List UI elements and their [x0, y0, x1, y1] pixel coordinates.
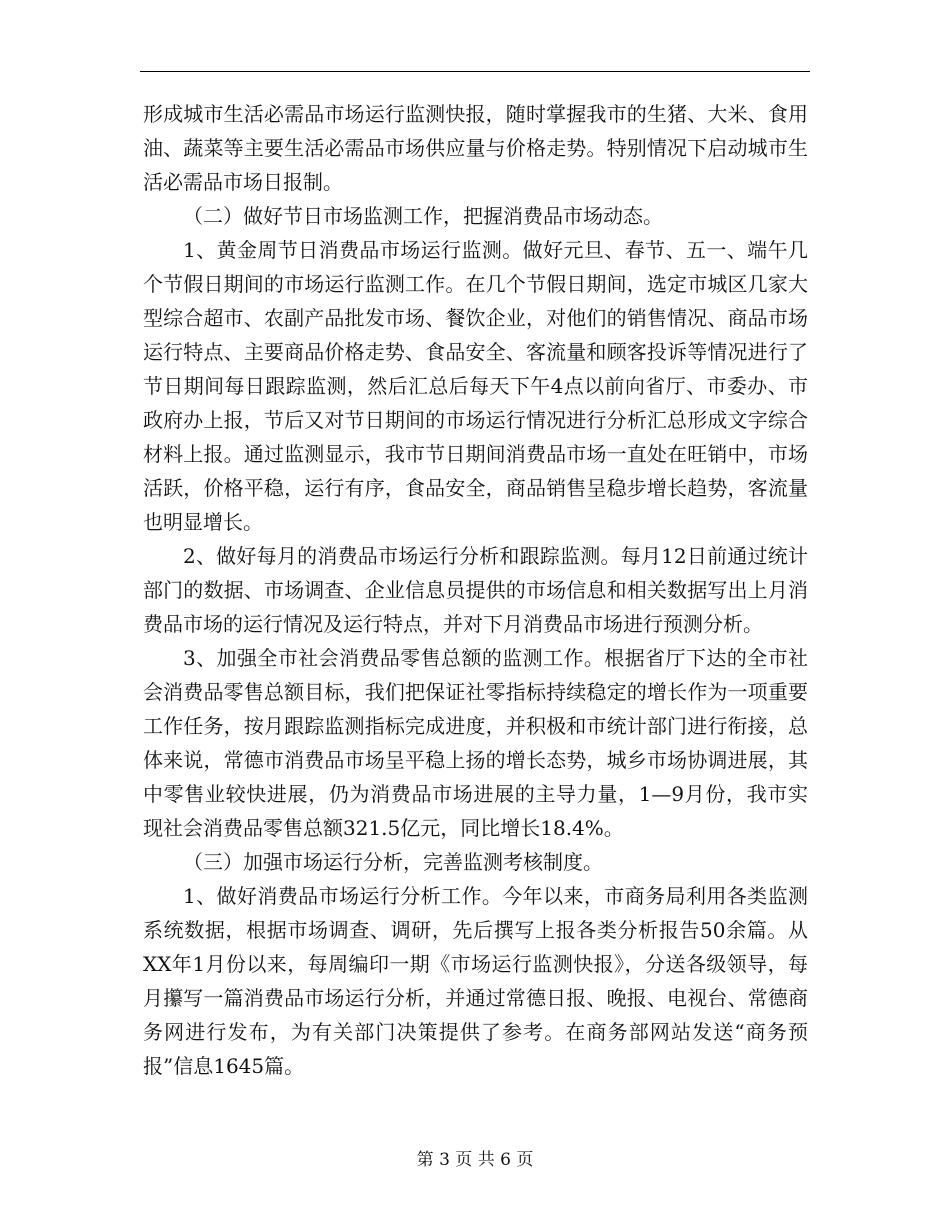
paragraph: 3、加强全市社会消费品零售总额的监测工作。根据省厅下达的全市社会消费品零售总额目标，我们把保证社零指标持续稳定的增长作为一项重要工作任务，按月跟踪监测指标完成进度，并积极和市统计部门进行衔接，总体来说，常德市消费品市场呈平稳上扬的增长态势，城乡市场协调进展，其中零售业较快进展，仍为消费品市场进展的主导力量，1—9月份，我市实现社会消费品零售总额321.5亿元，同比增长18.4%。: [143, 646, 808, 840]
section-heading: （三）加强市场运行分析，完善监测考核制度。: [183, 850, 603, 874]
section-heading: （二）做好节日市场监测工作，把握消费品市场动态。: [183, 204, 663, 228]
document-body: [143, 97, 808, 1083]
paragraph: 1、黄金周节日消费品市场运行监测。做好元旦、春节、五一、端午几个节假日期间的市场运行监测工作。在几个节假日期间，选定市城区几家大型综合超市、农副产品批发市场、餐饮企业，对他们的销售情况、商品市场运行特点、主要商品价格走势、食品安全、客流量和顾客投诉等情况进行了节日期间每日跟踪监测，然后汇总后每天下午4点以前向省厅、市委办、市政府办上报，节后又对节日期间的市场运行情况进行分析汇总形成文字综合材料上报。通过监测显示，我市节日期间消费品市场一直处在旺销中，市场活跃，价格平稳，运行有序，食品安全，商品销售呈稳步增长趋势，客流量也明显增长。: [143, 238, 808, 534]
header-rule: [140, 71, 810, 72]
paragraph: 2、做好每月的消费品市场运行分析和跟踪监测。每月12日前通过统计部门的数据、市场调查、企业信息员提供的市场信息和相关数据写出上月消费品市场的运行情况及运行特点，并对下月消费品市场进行预测分析。: [143, 544, 808, 636]
page-footer: 第 3 页 共 6 页: [416, 1150, 534, 1170]
paragraph: 形成城市生活必需品市场运行监测快报，随时掌握我市的生猪、大米、食用油、蔬菜等主要生活必需品市场供应量与价格走势。特别情况下启动城市生活必需品市场日报制。: [143, 102, 808, 194]
paragraph: 1、做好消费品市场运行分析工作。今年以来，市商务局利用各类监测系统数据，根据市场调查、调研，先后撰写上报各类分析报告50余篇。从XX年1月份以来，每周编印一期《市场运行监测快报》，分送各级领导，每月攥写一篇消费品市场运行分析，并通过常德日报、晚报、电视台、常德商务网进行发布，为有关部门决策提供了参考。在商务部网站发送“商务预报”信息1645篇。: [143, 884, 808, 1078]
